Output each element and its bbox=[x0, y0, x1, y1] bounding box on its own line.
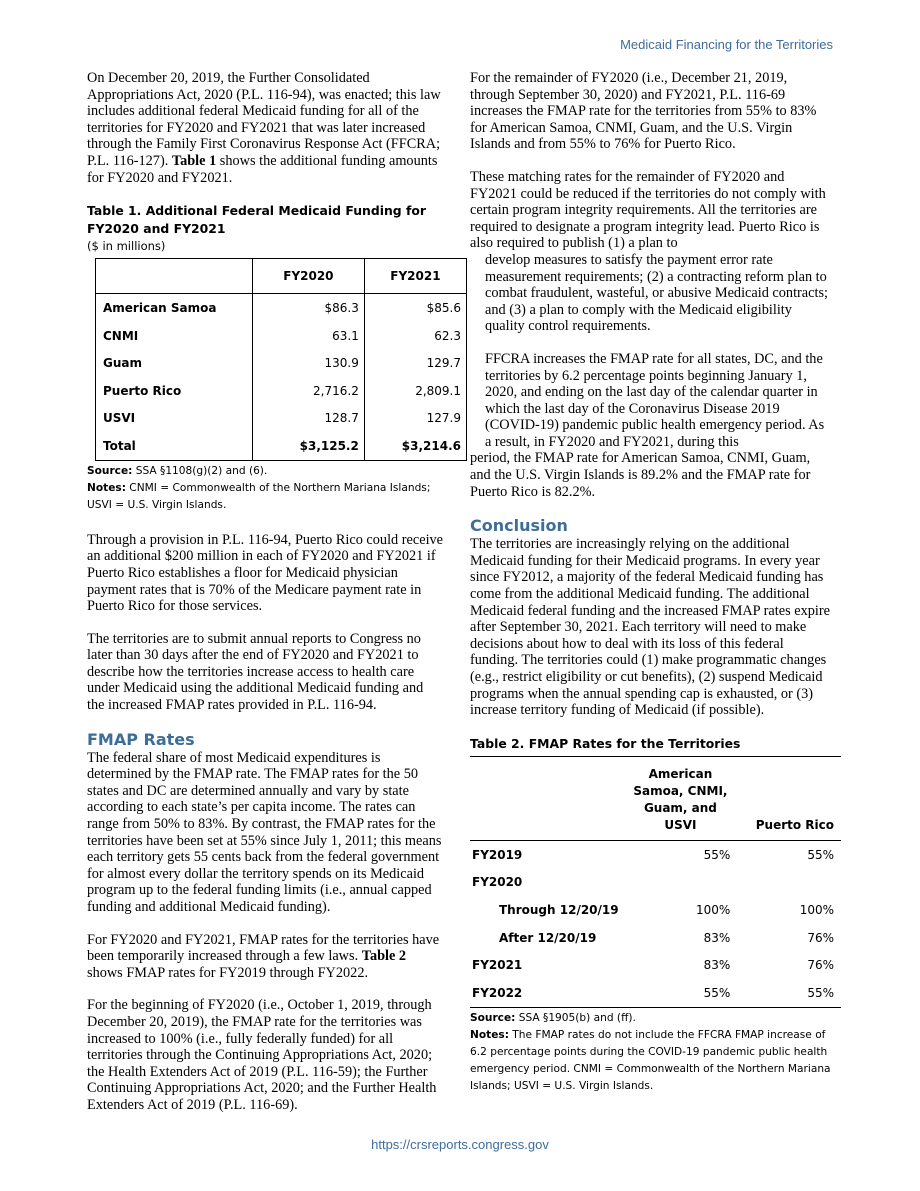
table1-unit: ($ in millions) bbox=[87, 239, 166, 254]
cell-puerto-rico-rate: 76% bbox=[807, 958, 834, 973]
row-label: American Samoa bbox=[96, 294, 253, 322]
cell-fy2020: $3,125.2 bbox=[252, 432, 364, 460]
paragraph-ffcra-continued: period, the FMAP rate for American Samoa, CNMI, Guam, and the U.S. Virgin Islands is 89.2% and the FMAP rate for Puerto Rico is 82.2%. bbox=[470, 450, 811, 500]
row-label: FY2021 bbox=[472, 958, 523, 973]
cell-fy2020: 2,716.2 bbox=[252, 377, 364, 405]
row-label: Guam bbox=[96, 349, 253, 377]
right-column bbox=[470, 70, 832, 1095]
cell-puerto-rico-rate: 76% bbox=[807, 930, 834, 945]
table2-header-group: American Samoa, CNMI, Guam, and USVI bbox=[624, 756, 738, 840]
left-column bbox=[87, 70, 461, 1130]
table-row bbox=[470, 840, 841, 868]
cell-fy2021: $3,214.6 bbox=[364, 432, 466, 460]
table1-header-fy2021: FY2021 bbox=[364, 259, 466, 294]
paragraph-ffcra: FFCRA increases the FMAP rate for all states, DC, and the territories by 6.2 percentage points beginning January 1, 2020, and ending on the last day of the calendar quarter in which the last day of the Coronavirus Disease 2019 (COVID-19) pandemic public health emergency period. As a result, in FY2020 and FY2021, during this bbox=[485, 350, 825, 450]
paragraph-intro: On December 20, 2019, the Further Consolidated Appropriations Act, 2020 (P.L. 116-94), was enacted; this law includes additional federal Medicaid funding for all of the territories for FY2020 and FY2021 that was later increased through the Family First Coronavirus Response Act (FFCRA; P.L. 116-127). Table 1 shows the additional funding amounts for FY2020 and FY2021. bbox=[87, 70, 441, 186]
table2-source: Source: SSA §1905(b) and (ff). bbox=[470, 1011, 636, 1024]
cell-fy2021: 129.7 bbox=[364, 349, 466, 377]
table-row bbox=[96, 322, 467, 350]
paragraph-conclusion: The territories are increasingly relying on the additional Medicaid funding for their Medicaid programs. In every year since FY2012, a majority of the federal Medicaid funding has come from the additional Medicaid funding. The additional Medicaid federal funding and the increased FMAP rates expire after September 30, 2021. Each territory will need to make decisions about how to deal with its loss of this federal funding. The territories could (1) make programmatic changes (e.g., restrict eligibility or cut benefits), (2) suspend Medicaid programs when the annual spending cap is exhausted, or (3) increase territory funding of Medicaid (if possible). bbox=[470, 536, 830, 719]
cell-fy2021: $85.6 bbox=[364, 294, 466, 322]
table1-header-empty bbox=[96, 259, 253, 294]
table1 bbox=[95, 258, 467, 461]
table2 bbox=[470, 756, 841, 1008]
row-label: FY2020 bbox=[472, 875, 523, 890]
paragraph-puerto-rico-provision: Through a provision in P.L. 116-94, Puerto Rico could receive an additional $200 million in each of FY2020 and FY2021 if Puerto Rico establishes a floor for Medicaid physician payment rates that is 70% of the Medicare payment rate in Puerto Rico for those services. bbox=[87, 531, 444, 615]
table1-source: Source: SSA §1108(g)(2) and (6). bbox=[87, 464, 268, 477]
cell-fy2020: 130.9 bbox=[252, 349, 364, 377]
cell-puerto-rico-rate: 55% bbox=[737, 979, 841, 1007]
table-row-total bbox=[96, 432, 467, 460]
cell-group-rate: 55% bbox=[703, 847, 731, 862]
table2-ref: Table 2 bbox=[361, 948, 407, 965]
paragraph-remainder-fy2020: For the remainder of FY2020 (i.e., December 21, 2019, through September 30, 2020) and FY2021, P.L. 116-69 increases the FMAP rate for the territories from 55% to 83% for American Samoa, CNMI, Guam, and the U.S. Virgin Islands and from 55% to 76% for Puerto Rico. bbox=[470, 70, 817, 153]
paragraph-fmap-definition: The federal share of most Medicaid expenditures is determined by the FMAP rate. The FMAP rates for the 50 states and DC are determined annually and vary by state according to each state’s per capita income. The rates can range from 50% to 83%. By contrast, the FMAP rates for the territories have been set at 55% since July 1, 2011; this means each territory gets 55 cents back from the federal government for almost every dollar the territory spends on its Medicaid program up to the federal funding limits (i.e., annual capped funding and additional Medicaid funding). bbox=[87, 749, 442, 915]
table-row bbox=[470, 924, 841, 952]
paragraph-integrity-requirements: These matching rates for the remainder of FY2020 and FY2021 could be reduced if the territories do not comply with certain program integrity requirements. All the territories are required to designate a program integrity lead. Puerto Rico is also required to publish (1) a plan to bbox=[470, 168, 826, 252]
cell-group-rate: 83% bbox=[703, 930, 731, 945]
cell-fy2021: 127.9 bbox=[364, 405, 466, 433]
section-heading-fmap-rates: FMAP Rates bbox=[87, 729, 195, 749]
cell-puerto-rico-rate: 100% bbox=[799, 903, 834, 917]
paragraph-annual-reports: The territories are to submit annual reports to Congress no later than 30 days after the end of FY2020 and FY2021 to describe how the territories increase access to health care under Medicaid using the additional Medicaid funding and the increased FMAP rates provided in P.L. 116-94. bbox=[87, 630, 424, 714]
table-row bbox=[470, 979, 841, 1007]
table1-notes: Notes: CNMI = Commonwealth of the Northern Mariana Islands; USVI = U.S. Virgin Islands. bbox=[87, 481, 431, 511]
table2-header-puerto-rico: Puerto Rico bbox=[737, 756, 841, 840]
cell-fy2020: 63.1 bbox=[252, 322, 364, 350]
row-label: After 12/20/19 bbox=[499, 930, 597, 945]
cell-fy2020: 128.7 bbox=[252, 405, 364, 433]
table2-caption: Table 2. FMAP Rates for the Territories bbox=[470, 735, 741, 751]
cell-group-rate: 100% bbox=[695, 903, 731, 917]
paragraph-fy2020-beginning: For the beginning of FY2020 (i.e., October 1, 2019, through December 20, 2019), the FMAP rate for the territories was increased to 100% (i.e., fully federally funded) for all territories through the Continuing Appropriations Act, 2020; the Health Extenders Act of 2019 (P.L. 116-59); the Further Continuing Appropriations Act, 2020; and the Further Health Extenders Act of 2019 (P.L. 116-69). bbox=[87, 997, 437, 1113]
cell-fy2020: $86.3 bbox=[252, 294, 364, 322]
row-label: Total bbox=[96, 432, 253, 460]
row-label: Through 12/20/19 bbox=[499, 903, 619, 917]
row-label: USVI bbox=[96, 405, 253, 433]
table1-caption: Table 1. Additional Federal Medicaid Funding for FY2020 and FY2021 bbox=[87, 203, 426, 237]
row-label: FY2019 bbox=[472, 847, 523, 862]
cell-group-rate: 83% bbox=[703, 958, 731, 973]
cell-puerto-rico-rate bbox=[737, 868, 841, 896]
cell-fy2021: 62.3 bbox=[364, 322, 466, 350]
row-label: Puerto Rico bbox=[96, 377, 253, 405]
cell-fy2021: 2,809.1 bbox=[364, 377, 466, 405]
table1-ref: Table 1 bbox=[171, 152, 217, 169]
table-row bbox=[96, 377, 467, 405]
running-header: Medicaid Financing for the Territories bbox=[620, 37, 833, 52]
cell-group-rate bbox=[624, 868, 738, 896]
table-row bbox=[470, 952, 841, 980]
cell-puerto-rico-rate: 55% bbox=[807, 847, 834, 862]
row-label: CNMI bbox=[96, 322, 253, 350]
section-heading-conclusion: Conclusion bbox=[470, 516, 568, 536]
table-row bbox=[470, 868, 841, 896]
table-row bbox=[96, 349, 467, 377]
table-row bbox=[96, 294, 467, 322]
table2-header-empty bbox=[470, 756, 624, 840]
cell-group-rate: 55% bbox=[624, 979, 738, 1007]
table-row bbox=[96, 405, 467, 433]
table-row bbox=[470, 896, 841, 924]
table2-notes: Notes: The FMAP rates do not include the FFCRA FMAP increase of 6.2 percentage points during the COVID-19 pandemic public health emergency period. CNMI = Commonwealth of the Northern Mariana Islands; USVI = U.S. Virgin Islands. bbox=[470, 1028, 831, 1092]
footer-url-link[interactable]: https://crsreports.congress.gov bbox=[371, 1137, 549, 1152]
paragraph-integrity-continued: develop measures to satisfy the payment error rate measurement requirements; (2) a contracting reform plan to combat fraudulent, wasteful, or abusive Medicaid contracts; and (3) a plan to comply with the Medicaid eligibility quality control requirements. bbox=[485, 251, 829, 335]
row-label: FY2022 bbox=[470, 979, 624, 1007]
paragraph-fmap-temporary: For FY2020 and FY2021, FMAP rates for the territories have been temporarily increased through a few laws. Table 2 shows FMAP rates for FY2019 through FY2022. bbox=[87, 931, 440, 981]
table1-header-fy2020: FY2020 bbox=[252, 259, 364, 294]
